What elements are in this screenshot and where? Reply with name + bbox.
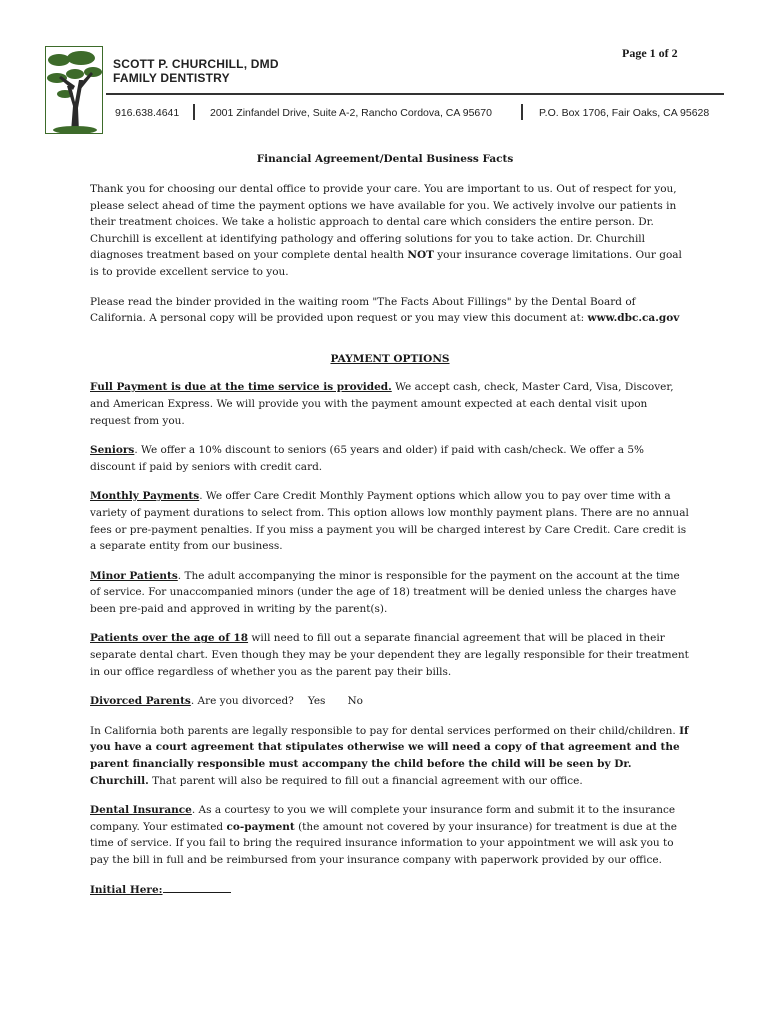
- seniors-section: Seniors. We offer a 10% discount to seniors (65 years and older) if paid with cash/check. We offer a 5% discount if paid by seniors with credit card.: [90, 444, 644, 473]
- header-divider: [106, 93, 724, 95]
- payment-options-heading: PAYMENT OPTIONS: [330, 352, 450, 365]
- phone-number: 916.638.4641: [115, 107, 180, 119]
- initial-label: Initial Here:: [90, 883, 163, 896]
- document-body: [90, 181, 690, 911]
- document-title: Financial Agreement/Dental Business Facts: [256, 153, 514, 165]
- divorced-no-option[interactable]: No: [347, 695, 363, 708]
- po-box-address: P.O. Box 1706, Fair Oaks, CA 95628: [539, 107, 710, 119]
- minor-patients-section: Minor Patients. The adult accompanying the minor is responsible for the payment on the account at the time of service. For unaccompanied minors (under the age of 18) treatment will be denied unless the charges have been pre-paid and approved in writing by the parent(s).: [90, 569, 680, 615]
- street-address: 2001 Zinfandel Drive, Suite A-2, Rancho Cordova, CA 95670: [210, 107, 492, 119]
- page-number: Page 1 of 2: [622, 46, 678, 60]
- initial-line: [90, 882, 690, 899]
- practice-type: FAMILY DENTISTRY: [113, 71, 230, 85]
- intro-paragraph: Thank you for choosing our dental office to provide your care. You are important to us. Out of respect for you, please select ahead of time the payment options we have available for you. We actively involve our patients in their treatment choices. We take a holistic approach to dental care which considers the entire person. Dr. Churchill is excellent at identifying pathology and offering solutions for you to take action. Dr. Churchill diagnoses treatment based on your complete dental health NOT your insurance coverage limitations. Our goal is to provide excellent service to you.: [90, 183, 682, 278]
- tree-logo-icon: [45, 46, 103, 134]
- initial-field[interactable]: [163, 882, 231, 893]
- contact-separator: [193, 104, 195, 120]
- contact-separator: [521, 104, 523, 120]
- monthly-payments-section: Monthly Payments. We offer Care Credit Monthly Payment options which allow you to pay over time with a variety of payment durations to select from. This option allows low monthly payment plans. There are no annual fees or pre-payment penalties. If you miss a payment you will be charged interest by Care Credit. Care credit is a separate entity from our business.: [90, 490, 689, 553]
- over-18-section: Patients over the age of 18 will need to fill out a separate financial agreement that will be placed in their separate dental chart. Even though they may be your dependent they are legally responsible for their treatment in our office regardless of whether you as the parent pay their bills.: [90, 632, 689, 678]
- full-payment-section: Full Payment is due at the time service is provided. We accept cash, check, Master Card, Visa, Discover, and American Express. We will provide you with the payment amount expected at each dental visit upon request from you.: [90, 381, 674, 427]
- dental-insurance-section: Dental Insurance. As a courtesy to you we will complete your insurance form and submit it to the insurance company. Your estimated co-payment (the amount not covered by your insurance) for treatment is due at the time of service. If you fail to bring the required insurance information to your appointment we will ask you to pay the bill in full and be reimbursed from your insurance company with paperwork provided by our office.: [90, 804, 677, 866]
- california-paragraph: In California both parents are legally responsible to pay for dental services performed on their child/children. If you have a court agreement that stipulates otherwise we will need a copy of that agreement and the parent financially responsible must accompany the child before the child will be seen by Dr. Churchill. That parent will also be required to fill out a financial agreement with our office.: [90, 724, 689, 787]
- binder-paragraph: Please read the binder provided in the waiting room "The Facts About Fillings" by the Dental Board of California. A personal copy will be provided upon request or you may view this document at: www.dbc.ca.gov: [90, 295, 680, 325]
- practice-name: SCOTT P. CHURCHILL, DMD: [113, 57, 279, 71]
- dbc-website-link[interactable]: www.dbc.ca.gov: [587, 312, 680, 325]
- divorced-parents-section: Divorced Parents. Are you divorced? Yes No: [90, 693, 690, 710]
- divorced-yes-option[interactable]: Yes: [307, 695, 326, 708]
